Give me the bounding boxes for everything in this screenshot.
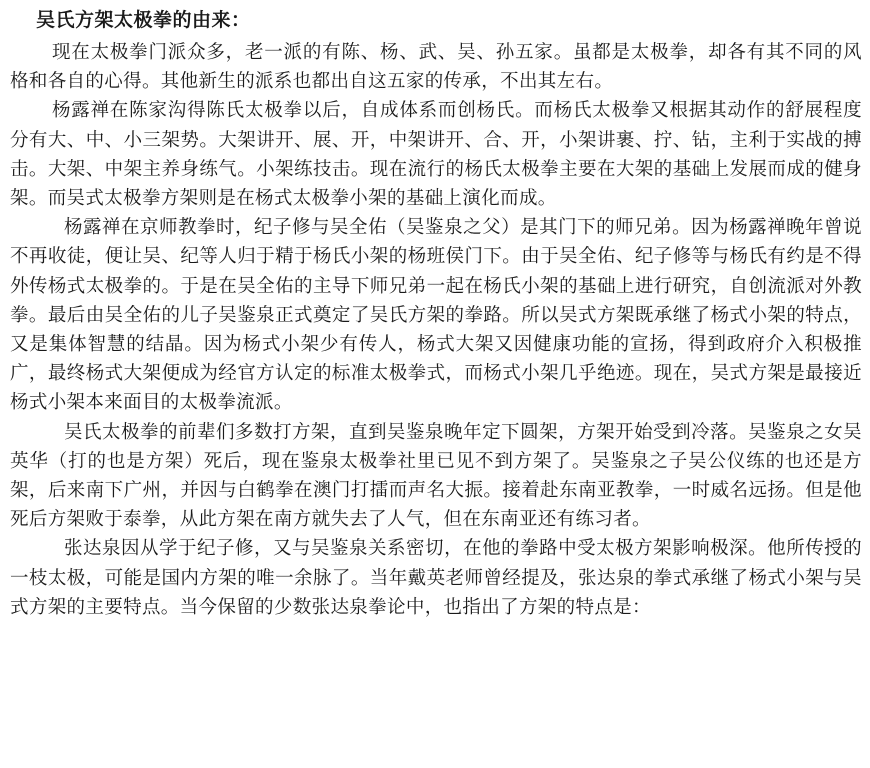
paragraph-wu-elders: 吴氏太极拳的前辈们多数打方架，直到吴鉴泉晚年定下圆架，方架开始受到冷落。吴鉴泉之女吴英华（打的也是方架）死后，现在鉴泉太极拳社里已见不到方架了。吴鉴泉之子吴公仪练的也还是方架，后来南下广州，并因与白鹤拳在澳门打擂而声名大振。接着赴东南亚教拳，一时威名远扬。但是他死后方架败于泰拳，从此方架在南方就失去了人气，但在东南亚还有练习者。 [10,421,862,531]
paragraph-yang-style-frames: 杨露禅在陈家沟得陈氏太极拳以后，自成体系而创杨氏。而杨氏太极拳又根据其动作的舒展程度分有大、中、小三架势。大架讲开、展、开，中架讲开、合、开，小架讲裹、拧、钻，主利于实战的搏击。大架、中架主养身练气。小架练技击。现在流行的杨氏太极拳主要在大架的基础上发展而成的健身架。而吴式太极拳方架则是在杨式太极拳小架的基础上演化而成。 [10,100,862,210]
paragraph-wu-origin: 杨露禅在京师教拳时，纪子修与吴全佑（吴鉴泉之父）是其门下的师兄弟。因为杨露禅晚年曾说不再收徒，便让吴、纪等人归于精于杨氏小架的杨班侯门下。由于吴全佑、纪子修等与杨氏有约是不得外传杨式太极拳的。于是在吴全佑的主导下师兄弟一起在杨氏小架的基础上进行研究，自创流派对外教拳。最后由吴全佑的儿子吴鉴泉正式奠定了吴氏方架的拳路。所以吴式方架既承继了杨式小架的特点，又是集体智慧的结晶。因为杨式小架少有传人，杨式大架又因健康功能的宣扬，得到政府介入积极推广，最终杨式大架便成为经官方认定的标准太极拳式，而杨式小架几乎绝迹。现在，吴式方架是最接近杨式小架本来面目的太极拳流派。 [10,217,862,414]
paragraph-five-schools: 现在太极拳门派众多，老一派的有陈、杨、武、吴、孙五家。虽都是太极拳，却各有其不同的风格和各自的心得。其他新生的派系也都出自这五家的传承，不出其左右。 [10,42,862,93]
document-title: 吴氏方架太极拳的由来： [36,9,251,31]
paragraph-zhang-daquan: 张达泉因从学于纪子修，又与吴鉴泉关系密切，在他的拳路中受太极方架影响极深。他所传授的一枝太极，可能是国内方架的唯一余脉了。当年戴英老师曾经提及，张达泉的拳式承继了杨式小架与吴式方架的主要特点。当今保留的少数张达泉拳论中，也指出了方架的特点是： [10,538,862,618]
